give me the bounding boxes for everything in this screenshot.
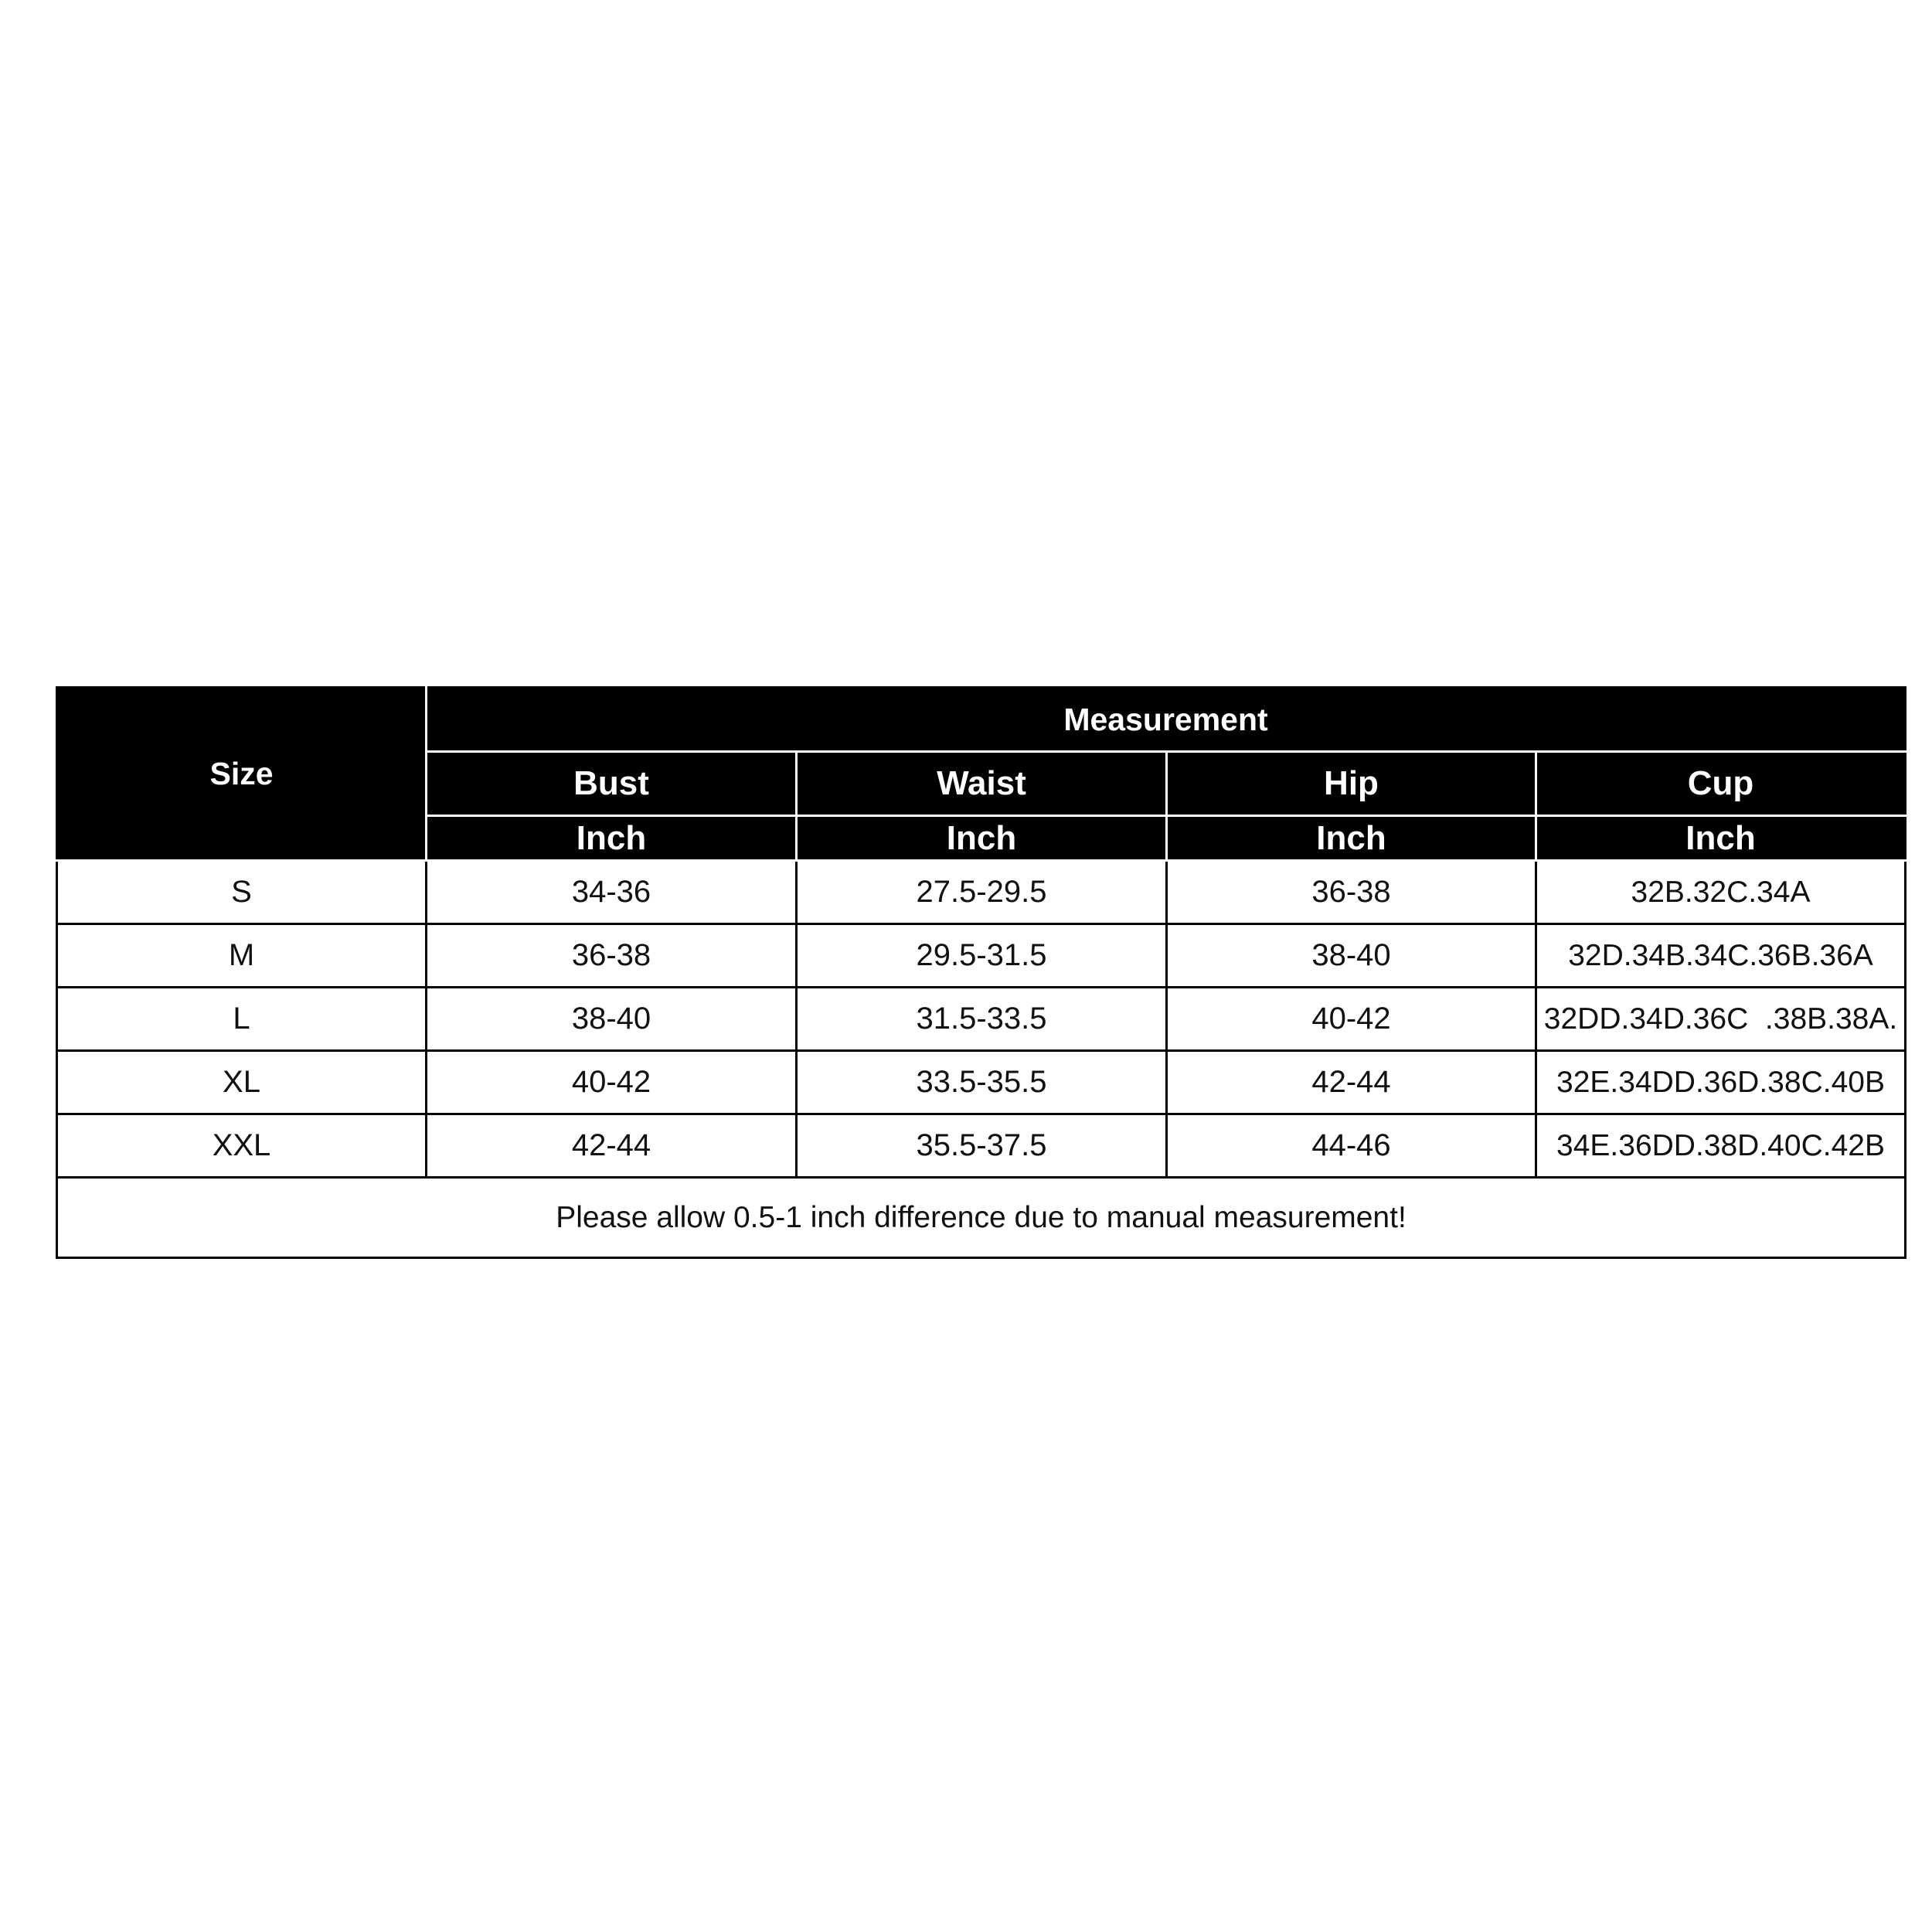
waist-header: Waist — [797, 752, 1167, 816]
cup-cell: 32DD.34D.36C .38B.38A. — [1536, 988, 1906, 1051]
size-header: Size — [57, 688, 427, 861]
waist-cell: 35.5-37.5 — [797, 1114, 1167, 1178]
header-row-group — [57, 688, 1906, 752]
waist-unit: Inch — [797, 816, 1167, 861]
bust-cell: 42-44 — [427, 1114, 797, 1178]
cup-cell: 32D.34B.34C.36B.36A — [1536, 924, 1906, 988]
bust-cell: 36-38 — [427, 924, 797, 988]
cup-cell: 34E.36DD.38D.40C.42B — [1536, 1114, 1906, 1178]
measurement-header: Measurement — [427, 688, 1906, 752]
bust-cell: 40-42 — [427, 1051, 797, 1114]
waist-cell: 29.5-31.5 — [797, 924, 1167, 988]
cup-cell: 32B.32C.34A — [1536, 861, 1906, 924]
bust-cell: 34-36 — [427, 861, 797, 924]
size-chart-table — [56, 686, 1906, 1259]
hip-cell: 40-42 — [1167, 988, 1536, 1051]
size-cell: L — [57, 988, 427, 1051]
cup-header: Cup — [1536, 752, 1906, 816]
size-cell: S — [57, 861, 427, 924]
table-row — [57, 1051, 1906, 1114]
measurement-note: Please allow 0.5-1 inch difference due to manual measurement! — [57, 1178, 1906, 1258]
hip-cell: 44-46 — [1167, 1114, 1536, 1178]
size-cell: M — [57, 924, 427, 988]
cup-unit: Inch — [1536, 816, 1906, 861]
hip-cell: 36-38 — [1167, 861, 1536, 924]
table-row — [57, 1114, 1906, 1178]
waist-cell: 27.5-29.5 — [797, 861, 1167, 924]
table-row — [57, 861, 1906, 924]
cup-cell: 32E.34DD.36D.38C.40B — [1536, 1051, 1906, 1114]
waist-cell: 31.5-33.5 — [797, 988, 1167, 1051]
waist-cell: 33.5-35.5 — [797, 1051, 1167, 1114]
bust-unit: Inch — [427, 816, 797, 861]
size-cell: XL — [57, 1051, 427, 1114]
table-row — [57, 924, 1906, 988]
bust-cell: 38-40 — [427, 988, 797, 1051]
bust-header: Bust — [427, 752, 797, 816]
hip-header: Hip — [1167, 752, 1536, 816]
hip-cell: 38-40 — [1167, 924, 1536, 988]
size-cell: XXL — [57, 1114, 427, 1178]
note-row — [57, 1178, 1906, 1258]
table-row — [57, 988, 1906, 1051]
hip-cell: 42-44 — [1167, 1051, 1536, 1114]
hip-unit: Inch — [1167, 816, 1536, 861]
